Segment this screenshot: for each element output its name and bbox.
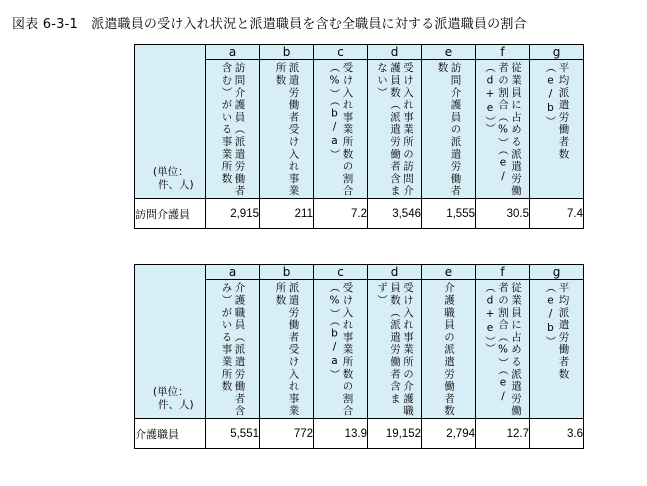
unit-line-2: 件、人) <box>158 399 194 411</box>
table-visiting-care <box>134 44 584 229</box>
column-header-text: 受け入れ事業所の介護職員数（派遣労働者含まず） <box>376 282 414 418</box>
column-header-a <box>206 60 260 199</box>
column-header-e <box>422 60 476 199</box>
column-header-text: 平均派遣労働者数（e/b） <box>544 62 570 161</box>
value-d: 19,152 <box>368 419 422 449</box>
table-row <box>135 199 584 229</box>
value-a: 5,551 <box>206 419 260 449</box>
row-label: 介護職員 <box>135 419 206 449</box>
value-f: 30.5 <box>476 199 530 229</box>
column-header-text: 従業員に占める派遣労働者の割合（%）（e/（d+e）） <box>484 62 522 198</box>
column-letter-a: a <box>206 45 260 60</box>
value-b: 211 <box>260 199 314 229</box>
unit-line-1: (単位： <box>153 386 189 398</box>
column-letter-d: d <box>368 265 422 280</box>
column-header-b <box>260 60 314 199</box>
value-d: 3,546 <box>368 199 422 229</box>
column-header-e <box>422 280 476 419</box>
column-letter-a: a <box>206 265 260 280</box>
column-header-text: 平均派遣労働者数（e/b） <box>544 282 570 381</box>
value-f: 12.7 <box>476 419 530 449</box>
value-e: 1,555 <box>422 199 476 229</box>
column-header-text: 受け入れ事業所の訪問介護員数（派遣労働者含まない） <box>376 62 414 198</box>
column-header-b <box>260 280 314 419</box>
page-title: 図表 6-3-1 派遣職員の受け入れ状況と派遣職員を含む全職員に対する派遣職員の割合 <box>12 17 527 32</box>
unit-label-cell <box>135 265 206 419</box>
column-letter-c: c <box>314 265 368 280</box>
column-letter-c: c <box>314 45 368 60</box>
unit-line-1: (単位： <box>153 166 189 178</box>
column-header-text: 従業員に占める派遣労働者の割合（%）（e/（d+e）） <box>484 282 522 418</box>
value-c: 13.9 <box>314 419 368 449</box>
column-header-text: 訪問介護員の派遣労働者数 <box>436 62 462 198</box>
column-letter-e: e <box>422 265 476 280</box>
column-header-text: 介護職員の派遣労働者数 <box>443 282 455 418</box>
column-header-d <box>368 280 422 419</box>
column-header-g <box>530 60 584 199</box>
column-header-a <box>206 280 260 419</box>
table-care-staff <box>134 264 584 449</box>
column-header-text: 派遣労働者受け入れ事業所数 <box>274 62 300 198</box>
row-label: 訪問介護員 <box>135 199 206 229</box>
column-header-d <box>368 60 422 199</box>
column-letter-b: b <box>260 265 314 280</box>
column-header-text: 受け入れ事業所数の割合（%）（b/a） <box>328 282 354 418</box>
value-e: 2,794 <box>422 419 476 449</box>
column-header-f <box>476 60 530 199</box>
column-header-c <box>314 280 368 419</box>
column-letter-g: g <box>530 265 584 280</box>
table-row <box>135 419 584 449</box>
value-g: 7.4 <box>530 199 584 229</box>
column-header-c <box>314 60 368 199</box>
value-a: 2,915 <box>206 199 260 229</box>
value-c: 7.2 <box>314 199 368 229</box>
column-letter-e: e <box>422 45 476 60</box>
column-letter-f: f <box>476 265 530 280</box>
column-header-g <box>530 280 584 419</box>
column-header-text: 介護職員（派遣労働者含み）がいる事業所数 <box>220 282 246 418</box>
column-letter-g: g <box>530 45 584 60</box>
value-g: 3.6 <box>530 419 584 449</box>
column-letter-f: f <box>476 45 530 60</box>
unit-label-cell <box>135 45 206 199</box>
column-header-text: 訪問介護員（派遣労働者含む）がいる事業所数 <box>220 62 246 198</box>
unit-line-2: 件、人) <box>158 179 194 191</box>
column-header-text: 受け入れ事業所数の割合（%）（b/a） <box>328 62 354 198</box>
value-b: 772 <box>260 419 314 449</box>
column-letter-d: d <box>368 45 422 60</box>
column-letter-b: b <box>260 45 314 60</box>
column-header-text: 派遣労働者受け入れ事業所数 <box>274 282 300 418</box>
column-header-f <box>476 280 530 419</box>
